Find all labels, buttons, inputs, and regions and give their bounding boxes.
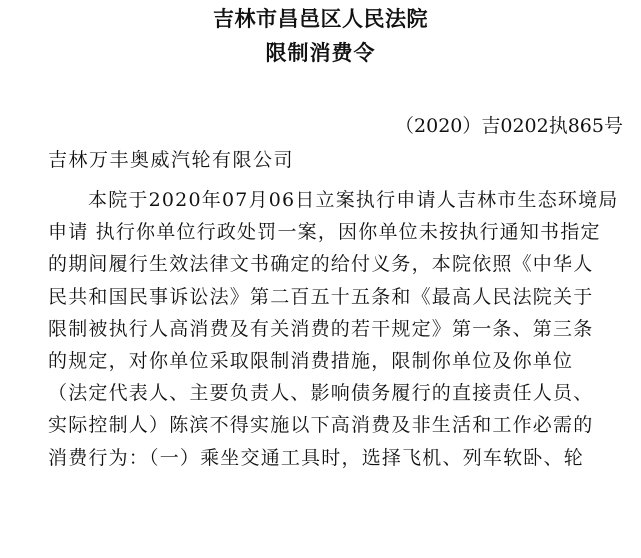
body-line: （法定代表人、主要负责人、影响债务履行的直接责任人员、 bbox=[48, 382, 594, 405]
case-number: （2020）吉0202执865号 bbox=[395, 115, 623, 137]
body-line: 的规定，对你单位采取限制消费措施，限制你单位及你单位 bbox=[48, 349, 574, 372]
body-text bbox=[48, 184, 628, 474]
body-line: 消费行为：（一）乘坐交通工具时，选择飞机、列车软卧、轮 bbox=[48, 446, 584, 469]
body-line: 的期间履行生效法律文书确定的给付义务，本院依照《中华人 bbox=[48, 253, 594, 276]
body-line: 本院于2020年07月06日立案执行申请人吉林市生态环境局 bbox=[88, 189, 619, 211]
document-title: 限制消费令 bbox=[265, 40, 376, 65]
body-line: 民共和国民事诉讼法》第二百五十五条和《最高人民法院关于 bbox=[48, 285, 594, 308]
body-line: 限制被执行人高消费及有关消费的若干规定》第一条、第三条 bbox=[48, 317, 594, 340]
body-line: 申请 执行你单位行政处罚一案，因你单位未按执行通知书指定 bbox=[48, 221, 601, 244]
court-name-heading: 吉林市昌邑区人民法院 bbox=[213, 6, 428, 31]
body-line: 实际控制人）陈滨不得实施以下高消费及非生活和工作必需的 bbox=[48, 414, 594, 437]
addressee: 吉林万丰奥威汽轮有限公司 bbox=[48, 149, 295, 171]
